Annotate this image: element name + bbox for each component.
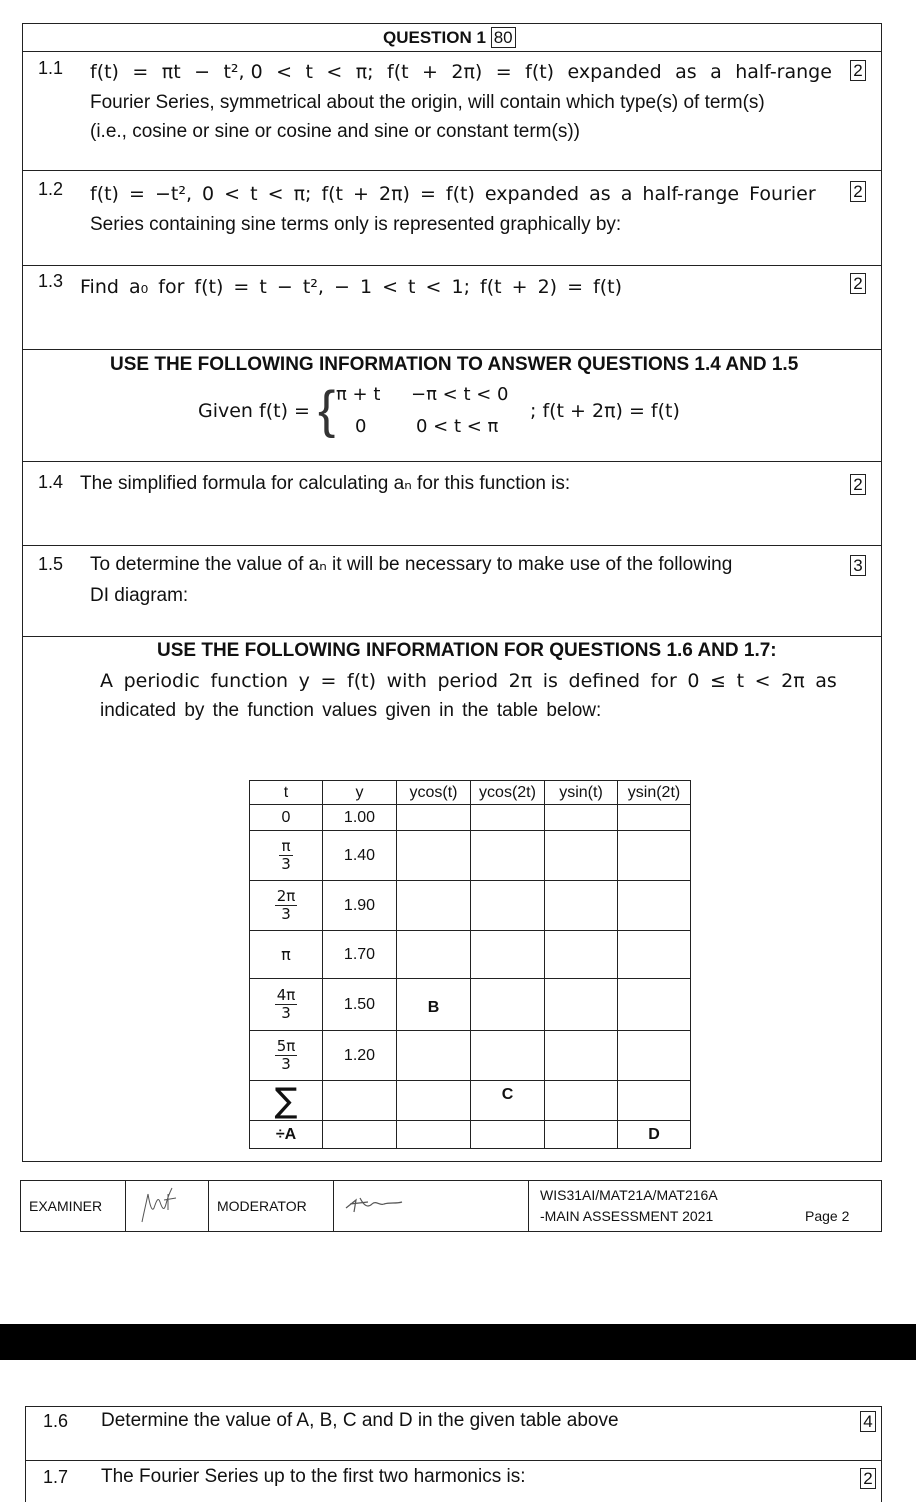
sum-symbol: ∑ [250, 1081, 323, 1121]
question-title [383, 28, 516, 48]
given-label: Given f(t) = [198, 400, 310, 422]
t-value: $\frac{2\pi}{3}$ [250, 881, 323, 931]
q1-1-marks: 2 [850, 60, 866, 81]
ycos-2t-cell [471, 831, 545, 881]
div-ycos-2t-cell [471, 1121, 545, 1149]
word: 2π [781, 670, 805, 692]
t-value: $\frac{\pi}{3}$ [250, 831, 323, 881]
q1-7-number: 1.7 [43, 1467, 69, 1487]
q1-5-line2: DI diagram: [90, 585, 189, 606]
word: f(t [387, 61, 409, 83]
t-value: 0 [250, 805, 323, 831]
q1-1-number: 1.1 [38, 58, 64, 78]
word: as [675, 61, 697, 83]
assessment-code-line1: WIS31AI/MAT21A/MAT216A [540, 1187, 718, 1203]
word: πt [161, 61, 181, 83]
sum-ysin-t-cell [545, 1081, 618, 1121]
word: < [754, 670, 771, 692]
word: for [650, 670, 677, 692]
page-number: Page 2 [805, 1208, 850, 1224]
word: π; [355, 61, 374, 83]
q1-3-number: 1.3 [38, 271, 64, 291]
table-row [250, 881, 691, 931]
q1-1-line2: Fourier Series, symmetrical about the origin, will contain which type(s) of term(s) [90, 92, 765, 113]
t-value: π [250, 931, 323, 979]
q1-5-marks: 3 [850, 555, 866, 576]
info-16-17-heading: USE THE FOLLOWING INFORMATION FOR QUESTIONS 1.6 AND 1.7: [157, 640, 777, 661]
y-value: 1.90 [323, 881, 397, 931]
y-value: 1.70 [323, 931, 397, 979]
ycos-t-cell [397, 1031, 471, 1081]
case1-cond: −π < t < 0 [411, 384, 509, 405]
y-value: 1.00 [323, 805, 397, 831]
header-t: t [250, 781, 323, 805]
word: = [495, 61, 512, 83]
q1-6-text: Determine the value of A, B, C and D in the given table above [101, 1410, 619, 1431]
q1-4-marks: 2 [850, 474, 866, 495]
ycos-2t-cell [471, 979, 545, 1031]
case1-expr: π + t [336, 384, 381, 405]
table-row [250, 1031, 691, 1081]
footer [20, 1180, 882, 1232]
q1-6-marks: 4 [860, 1411, 876, 1432]
info-14-15-heading: USE THE FOLLOWING INFORMATION TO ANSWER QUESTIONS 1.4 AND 1.5 [110, 354, 799, 375]
word: f(t) [525, 61, 555, 83]
table-row [250, 805, 691, 831]
word: f(t) [347, 670, 376, 692]
word: ≤ [710, 670, 726, 692]
q1-3-text: Find a₀ for f(t) = t − t², − 1 < t < 1; f(t + 2) = f(t) [80, 276, 623, 298]
ycos-t-cell [397, 931, 471, 979]
ysin-2t-cell [618, 1031, 691, 1081]
word: half-range [735, 61, 832, 83]
examiner-label: EXAMINER [29, 1198, 103, 1214]
ysin-t-cell [545, 931, 618, 979]
word: periodic [123, 670, 200, 692]
q1-1-line3: (i.e., cosine or sine or cosine and sine or constant term(s)) [90, 121, 580, 142]
header-ysin-t: ysin(t) [545, 781, 618, 805]
y-value: 1.50 [323, 979, 397, 1031]
div-y-cell [323, 1121, 397, 1149]
word: t [736, 670, 745, 692]
q1-1-line1 [90, 57, 832, 87]
moderator-signature [342, 1192, 418, 1216]
info-16-17-line1 [100, 666, 837, 696]
word: f(t) [90, 61, 119, 83]
word: 2π [508, 670, 533, 692]
word: = [132, 61, 149, 83]
piecewise-brace: { [318, 381, 336, 439]
ysin-t-cell [545, 1031, 618, 1081]
info-16-17-line2: indicated by the function values given in the table below: [100, 700, 602, 721]
ysin-2t-cell [618, 831, 691, 881]
header-ycos-2t: ycos(2t) [471, 781, 545, 805]
ycos-t-cell [397, 831, 471, 881]
table-divide-row [250, 1121, 691, 1149]
div-ysin-t-cell [545, 1121, 618, 1149]
word: t [305, 61, 313, 83]
word: function [210, 670, 289, 692]
question-total-box: 80 [491, 27, 516, 48]
q1-5-number: 1.5 [38, 554, 64, 574]
examiner-signature [138, 1182, 180, 1228]
ycos-t-cell-b: B [397, 979, 471, 1031]
q1-6-number: 1.6 [43, 1411, 69, 1431]
word: period [437, 670, 499, 692]
ysin-t-cell [545, 881, 618, 931]
word: a [710, 61, 722, 83]
q1-7-text: The Fourier Series up to the first two harmonics is: [101, 1466, 526, 1487]
q1-2-marks: 2 [850, 181, 866, 202]
word: − [194, 61, 211, 83]
word: < [326, 61, 343, 83]
question-title-text: QUESTION 1 [383, 28, 486, 47]
divide-a-label: ÷A [250, 1121, 323, 1149]
word: expanded [567, 61, 662, 83]
word: y [298, 670, 310, 692]
word: as [815, 670, 837, 692]
ysin-2t-cell [618, 805, 691, 831]
q1-2-line2: Series containing sine terms only is represented graphically by: [90, 214, 622, 235]
table-row [250, 979, 691, 1031]
table-header-row [250, 781, 691, 805]
page-separator [0, 1324, 916, 1360]
ycos-t-cell [397, 881, 471, 931]
word: 2π) [451, 61, 483, 83]
moderator-label: MODERATOR [217, 1198, 307, 1214]
y-value: 1.20 [323, 1031, 397, 1081]
ysin-t-cell [545, 805, 618, 831]
t-value: $\frac{5\pi}{3}$ [250, 1031, 323, 1081]
word: 0 [687, 670, 700, 692]
assessment-code-line2: -MAIN ASSESSMENT 2021 [540, 1208, 714, 1224]
ycos-2t-cell [471, 931, 545, 979]
sum-ycos-2t-cell-c: C [471, 1081, 545, 1121]
word: is [542, 670, 558, 692]
ysin-2t-cell [618, 881, 691, 931]
q1-7-marks: 2 [860, 1468, 876, 1489]
q1-4-number: 1.4 [38, 472, 64, 492]
word: + [422, 61, 438, 83]
word: = [320, 670, 337, 692]
word: A [100, 670, 113, 692]
t-value: $\frac{4\pi}{3}$ [250, 979, 323, 1031]
q1-4-text: The simplified formula for calculating aₙ for this function is: [80, 473, 571, 494]
word: t², 0 [223, 61, 263, 83]
ysin-2t-cell [618, 931, 691, 979]
ysin-t-cell [545, 831, 618, 881]
ycos-2t-cell [471, 881, 545, 931]
values-table [249, 780, 691, 1149]
q1-5-line1: To determine the value of aₙ it will be necessary to make use of the following [90, 554, 733, 575]
table-row [250, 931, 691, 979]
word: defined [568, 670, 641, 692]
word: with [386, 670, 427, 692]
header-y: y [323, 781, 397, 805]
ycos-2t-cell [471, 1031, 545, 1081]
q1-2-line1: f(t) = −t², 0 < t < π; f(t + 2π) = f(t) expanded as a half-range Fourier [90, 183, 816, 205]
sum-ysin-2t-cell [618, 1081, 691, 1121]
header-ysin-2t: ysin(2t) [618, 781, 691, 805]
ysin-t-cell [545, 979, 618, 1031]
case2-expr: 0 [355, 416, 367, 437]
y-value: 1.40 [323, 831, 397, 881]
sum-y-cell [323, 1081, 397, 1121]
table-row [250, 831, 691, 881]
case2-cond: 0 < t < π [416, 416, 499, 437]
div-ysin-2t-cell-d: D [618, 1121, 691, 1149]
ycos-2t-cell [471, 805, 545, 831]
q1-2-number: 1.2 [38, 179, 64, 199]
ysin-2t-cell [618, 979, 691, 1031]
sum-ycos-t-cell [397, 1081, 471, 1121]
word: < [276, 61, 293, 83]
ycos-t-cell [397, 805, 471, 831]
q1-3-marks: 2 [850, 273, 866, 294]
table-sum-row [250, 1081, 691, 1121]
div-ycos-t-cell [397, 1121, 471, 1149]
header-ycos-t: ycos(t) [397, 781, 471, 805]
periodicity: ; f(t + 2π) = f(t) [530, 400, 680, 422]
